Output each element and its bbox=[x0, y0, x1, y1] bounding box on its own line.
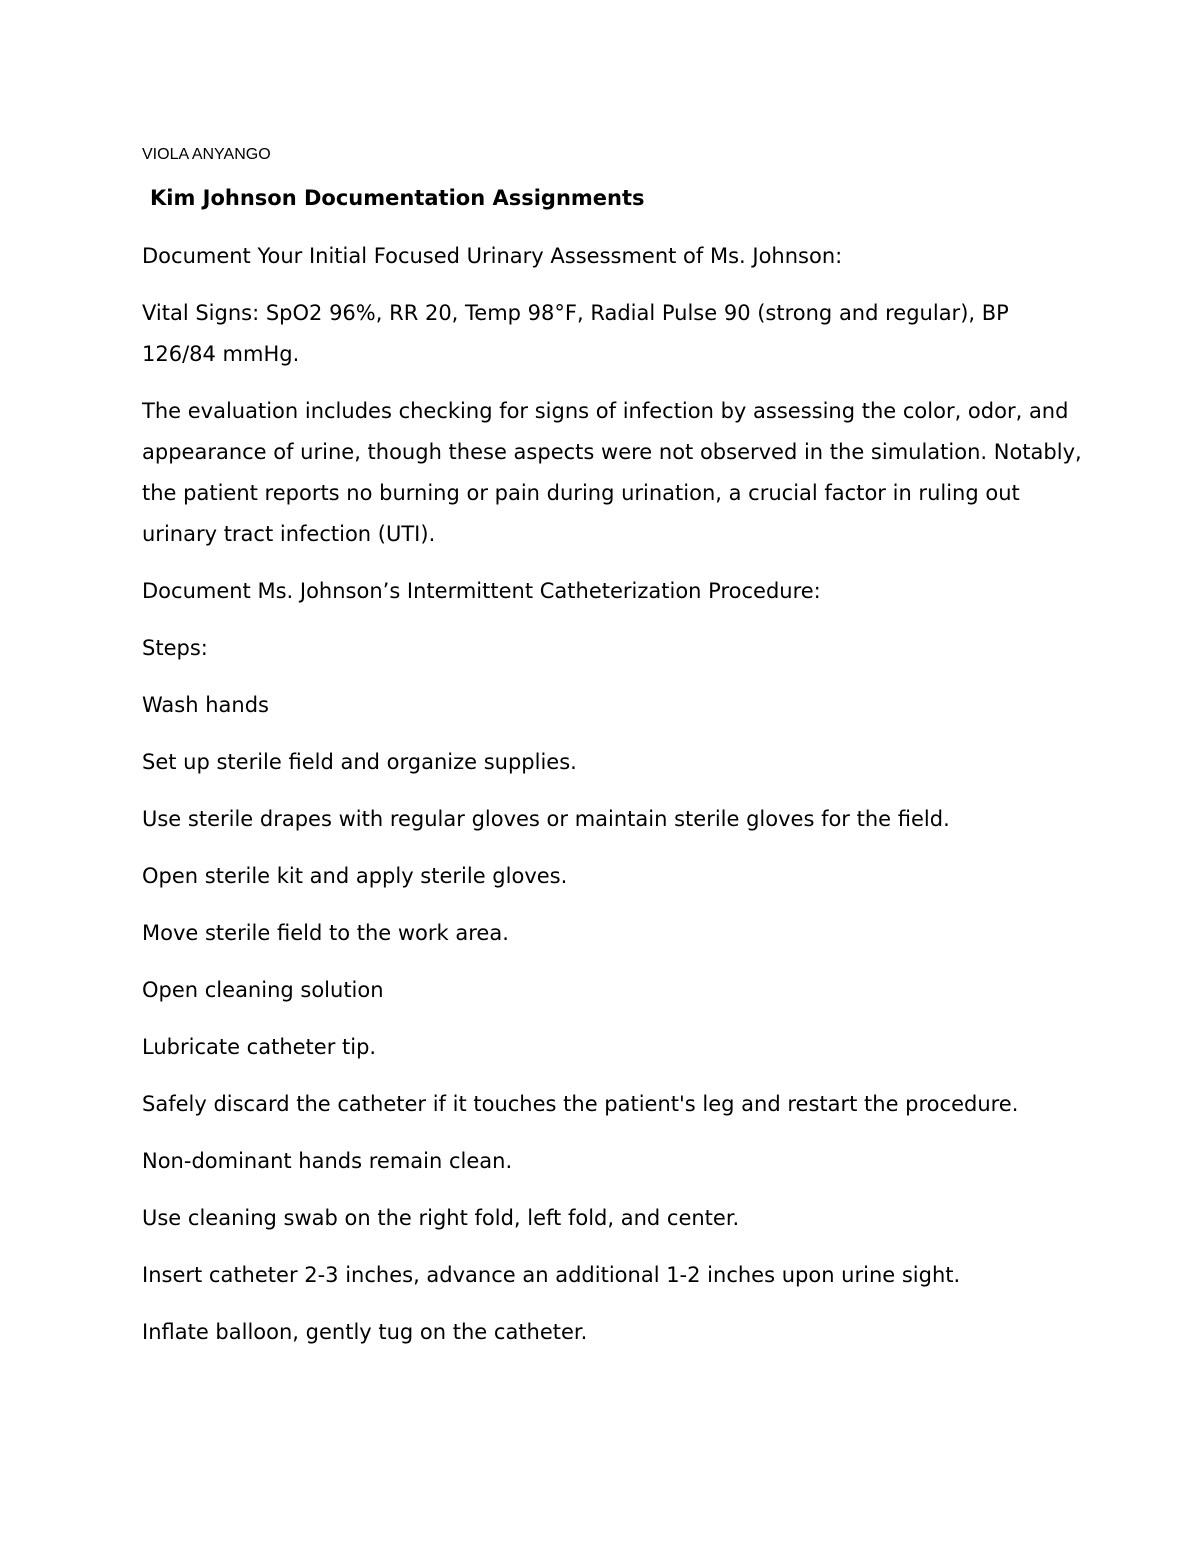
evaluation-paragraph: The evaluation includes checking for signs of infection by assessing the color, odor, and appearance of urine, though these aspects were not observed in the simulation. Notably, the patient reports no burning or pain during urination, a crucial factor in ruling out urinary tract infection (UTI). bbox=[142, 399, 1082, 546]
step-item: Open sterile kit and apply sterile gloves. bbox=[142, 864, 568, 888]
step-item: Set up sterile field and organize supplies. bbox=[142, 750, 577, 774]
author-name: VIOLA ANYANGO bbox=[142, 146, 271, 163]
step-item: Open cleaning solution bbox=[142, 978, 384, 1002]
step-item: Lubricate catheter tip. bbox=[142, 1035, 377, 1059]
step-item: Safely discard the catheter if it touches the patient's leg and restart the procedure. bbox=[142, 1092, 1019, 1116]
procedure-heading: Document Ms. Johnson’s Intermittent Catheterization Procedure: bbox=[142, 579, 821, 603]
step-item: Wash hands bbox=[142, 693, 269, 717]
document-body bbox=[142, 144, 1082, 1369]
document-title: Kim Johnson Documentation Assignments bbox=[150, 186, 645, 210]
step-item: Move sterile field to the work area. bbox=[142, 921, 509, 945]
step-item: Inflate balloon, gently tug on the catheter. bbox=[142, 1320, 588, 1344]
step-item: Use sterile drapes with regular gloves or maintain sterile gloves for the field. bbox=[142, 807, 950, 831]
step-item: Insert catheter 2-3 inches, advance an additional 1-2 inches upon urine sight. bbox=[142, 1263, 961, 1287]
step-item: Non-dominant hands remain clean. bbox=[142, 1149, 513, 1173]
step-item: Use cleaning swab on the right fold, left fold, and center. bbox=[142, 1206, 740, 1230]
vital-signs-paragraph: Vital Signs: SpO2 96%, RR 20, Temp 98°F, Radial Pulse 90 (strong and regular), BP 126/84 mmHg. bbox=[142, 301, 1009, 366]
steps-label: Steps: bbox=[142, 636, 208, 660]
assessment-heading: Document Your Initial Focused Urinary Assessment of Ms. Johnson: bbox=[142, 244, 843, 268]
